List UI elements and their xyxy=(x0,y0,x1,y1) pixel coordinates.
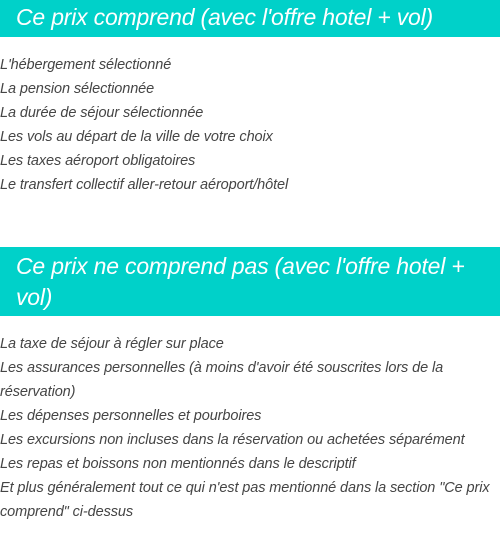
list-item: Et plus généralement tout ce qui n'est pas mentionné dans la section "Ce prix comprend" ci-dessus xyxy=(0,480,490,520)
excluded-section-title: Ce prix ne comprend pas (avec l'offre hotel + vol) xyxy=(0,247,500,316)
list-item: La taxe de séjour à régler sur place xyxy=(0,336,224,352)
list-item: Le transfert collectif aller-retour aéroport/hôtel xyxy=(0,177,289,193)
list-item: L'hébergement sélectionné xyxy=(0,57,172,73)
list-item: La pension sélectionnée xyxy=(0,81,155,97)
excluded-list xyxy=(0,332,498,524)
list-item: La durée de séjour sélectionnée xyxy=(0,105,204,121)
list-item: Les repas et boissons non mentionnés dans le descriptif xyxy=(0,456,356,472)
included-list xyxy=(0,53,498,197)
list-item: Les vols au départ de la ville de votre choix xyxy=(0,129,273,145)
included-section-title: Ce prix comprend (avec l'offre hotel + vol) xyxy=(0,0,500,37)
list-item: Les taxes aéroport obligatoires xyxy=(0,153,196,169)
list-item: Les dépenses personnelles et pourboires xyxy=(0,408,262,424)
list-item: Les assurances personnelles (à moins d'avoir été souscrites lors de la réservation) xyxy=(0,360,444,400)
list-item: Les excursions non incluses dans la réservation ou achetées séparément xyxy=(0,432,465,448)
